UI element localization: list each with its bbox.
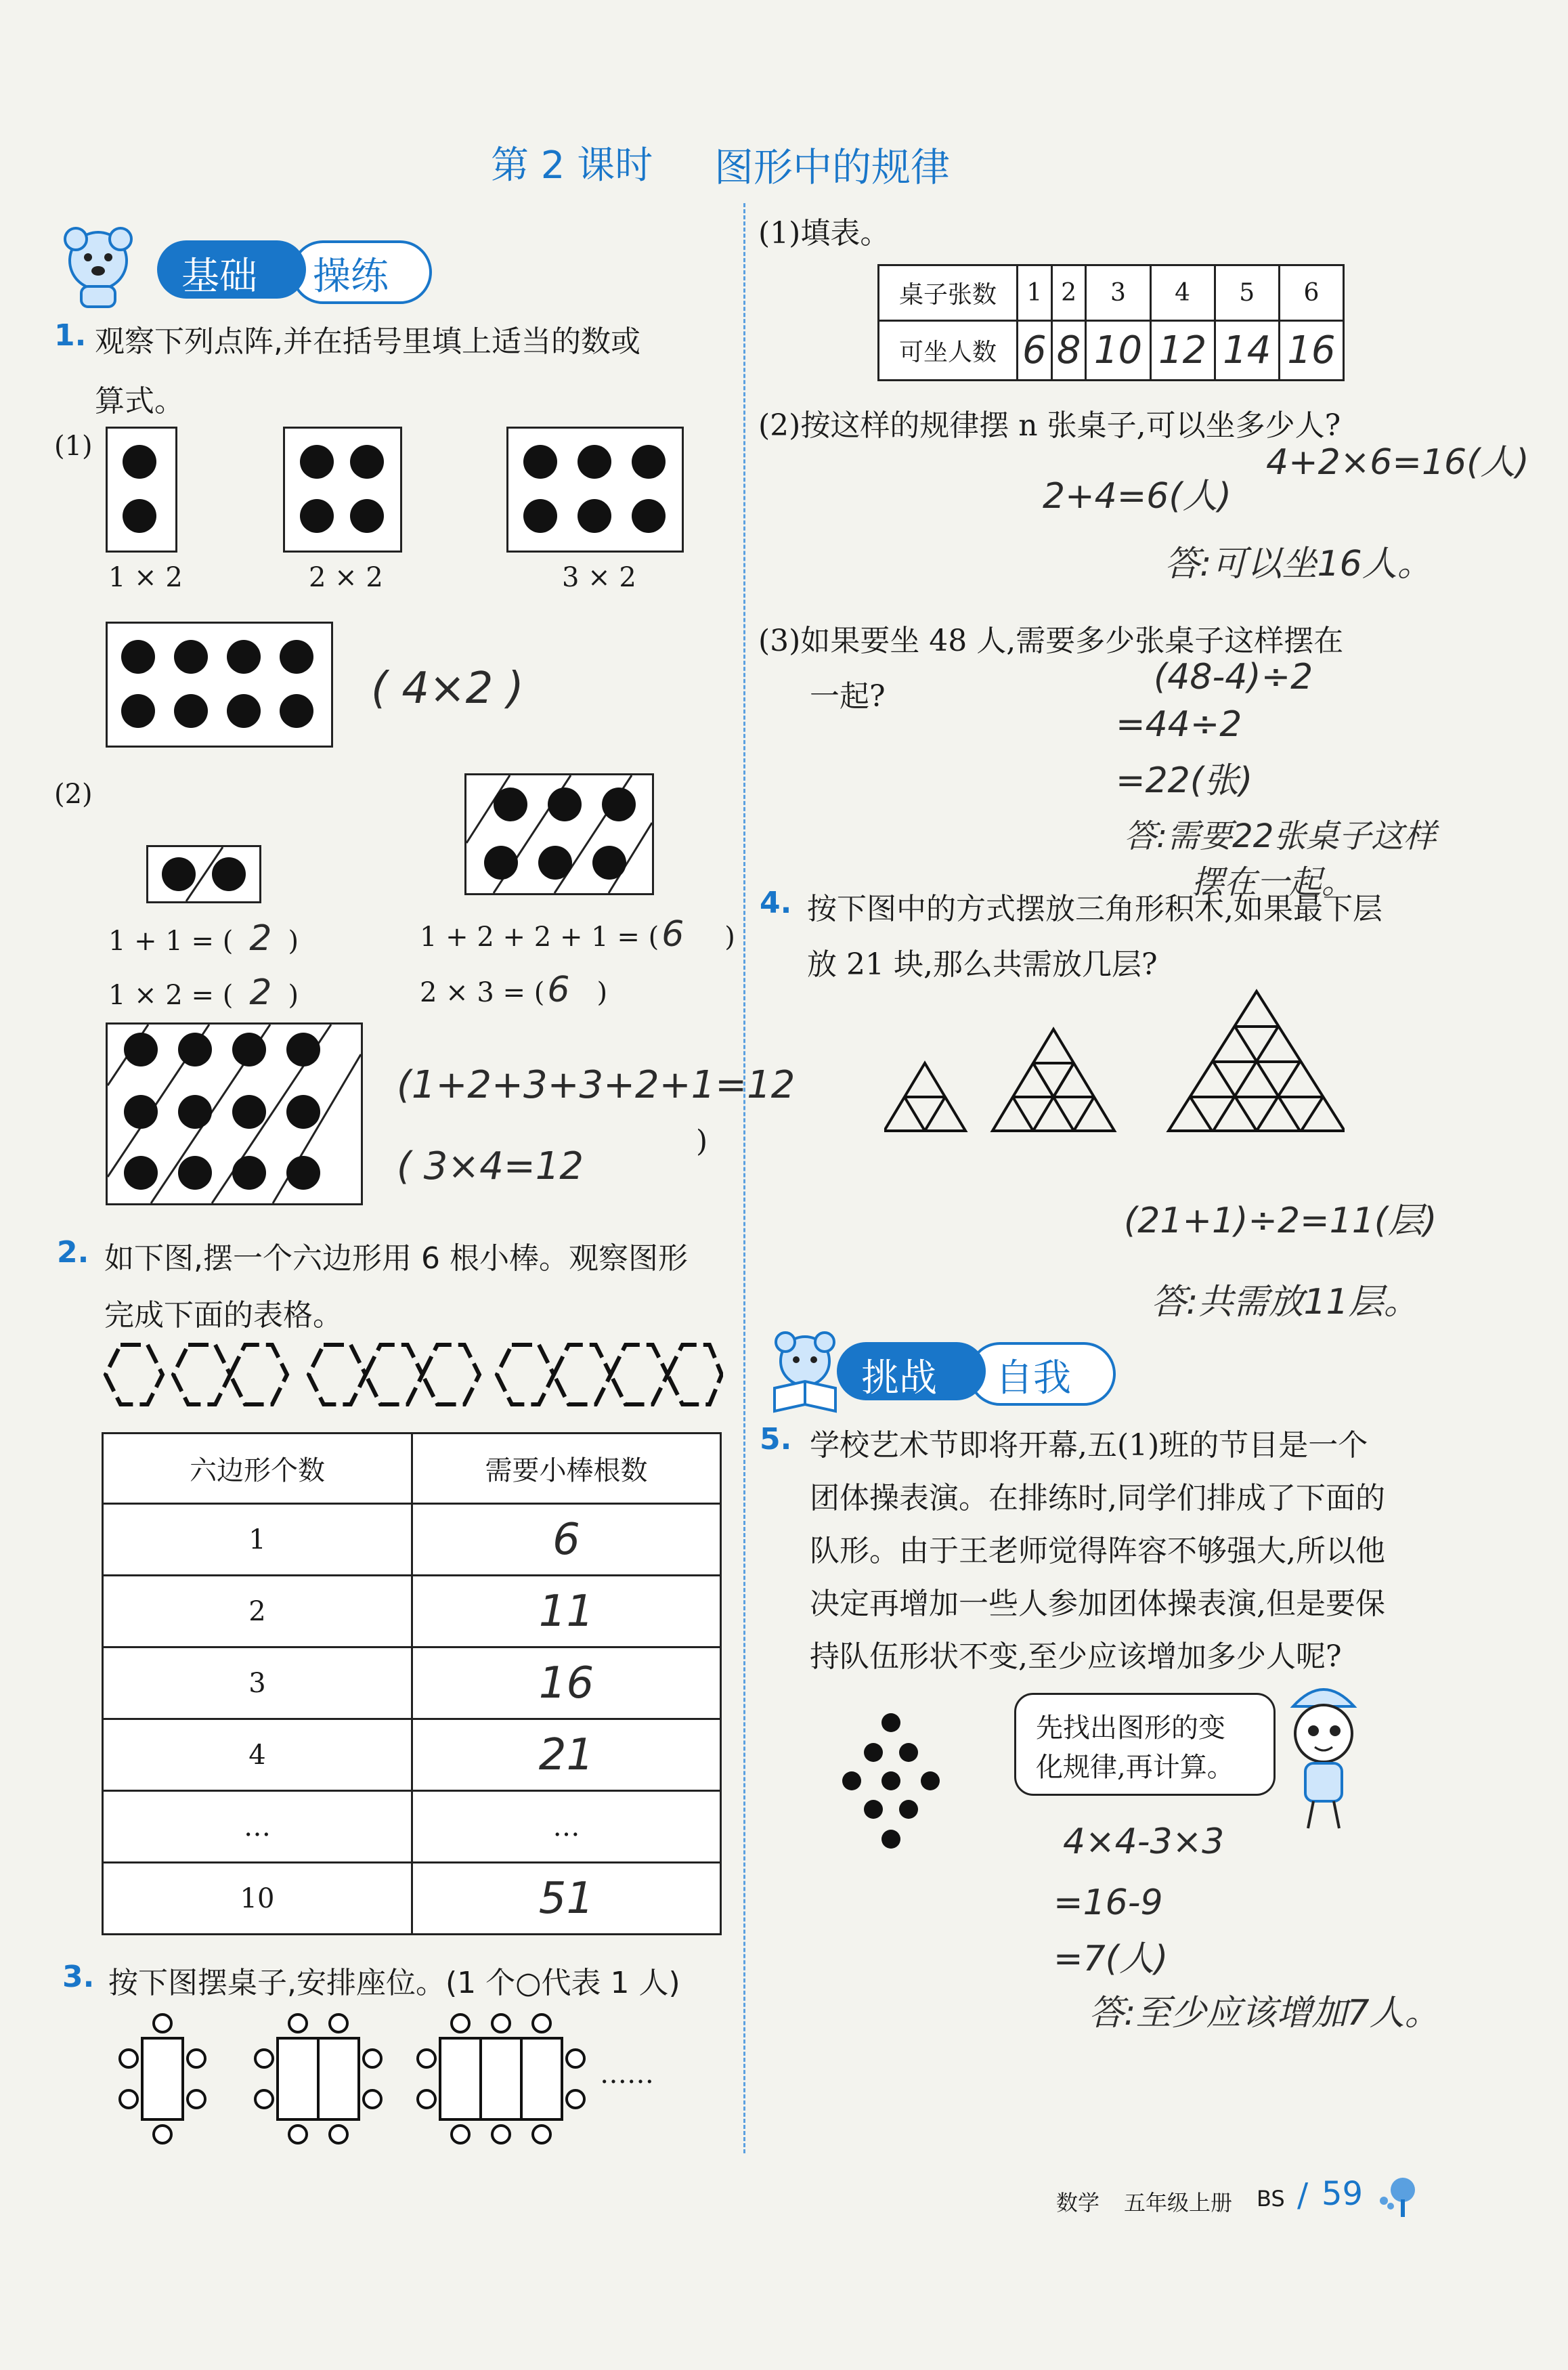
- q4-text-2: 放 21 块,那么共需放几层?: [807, 947, 1158, 982]
- section-challenge-label-left: 挑战: [861, 1356, 937, 1400]
- q1-text-1: 观察下列点阵,并在括号里填上适当的数或: [95, 324, 640, 359]
- q3-part2-hand-3: 答:可以坐16人。: [1164, 544, 1433, 584]
- q1-text-2: 算式。: [95, 384, 184, 418]
- table-cell: 4: [103, 1719, 412, 1791]
- q2-number: 2.: [57, 1235, 89, 1270]
- footer-grade: 五年级上册: [1124, 2190, 1233, 2216]
- table-cell: …: [103, 1791, 412, 1863]
- q5-line-1: 学校艺术节即将开幕,五(1)班的节目是一个: [810, 1428, 1368, 1463]
- q3-part3-hand-4: 答:需要22张桌子这样: [1124, 817, 1437, 855]
- table-cell: 21: [412, 1719, 721, 1791]
- dot-array-1x2: [106, 427, 177, 553]
- q5-hand-2: =16-9: [1053, 1882, 1163, 1923]
- hint-line-1: 先找出图形的变: [1036, 1712, 1225, 1744]
- dot-array-3x2: [506, 427, 684, 553]
- dot-array-4x2: [106, 622, 333, 748]
- q1-part2: (2): [54, 779, 93, 810]
- q5-number: 5.: [760, 1422, 792, 1457]
- q3-part2-hand-1: 4+2×6=16(人): [1266, 442, 1529, 483]
- section-basic-label-right: 操练: [313, 255, 389, 299]
- hex-col-header-2: 需要小棒根数: [412, 1434, 721, 1504]
- footer-slash: /: [1297, 2176, 1309, 2214]
- q4-hand-2: 答:共需放11层。: [1151, 1282, 1419, 1322]
- q5-line-5: 持队伍形状不变,至少应该增加多少人呢?: [810, 1639, 1342, 1674]
- table-cell: 16: [412, 1647, 721, 1719]
- table-cell: 6: [1279, 265, 1343, 321]
- q3-text: 按下图摆桌子,安排座位。(1 个○代表 1 人): [108, 1966, 680, 2000]
- hexagon-table: [102, 1432, 722, 1935]
- label-3x2: 3 × 2: [562, 562, 636, 593]
- hex-col-header-1: 六边形个数: [103, 1434, 412, 1504]
- dot-array-split-6: [464, 773, 654, 895]
- q4-number: 4.: [760, 886, 792, 920]
- table-cell: 12: [1150, 321, 1215, 381]
- q4-text-1: 按下图中的方式摆放三角形积木,如果最下层: [807, 892, 1382, 926]
- table-cell: 6: [1018, 321, 1052, 381]
- q5-hand-1: 4×4-3×3: [1063, 1822, 1225, 1862]
- section-challenge-label-right: 自我: [995, 1356, 1071, 1400]
- seating-row-label-people: 可坐人数: [879, 321, 1018, 381]
- diamond-formation-figure: [837, 1713, 945, 1849]
- table-cell: 14: [1215, 321, 1279, 381]
- footer-edition: BS: [1257, 2186, 1285, 2212]
- dot-array-split-12: [106, 1022, 363, 1205]
- dot-array-2x2: [283, 427, 402, 553]
- q3-number: 3.: [62, 1960, 95, 1994]
- q5-line-2: 团体操表演。在排练时,同学们排成了下面的: [810, 1481, 1385, 1515]
- eq4: 2 × 3 = (6 ): [420, 970, 608, 1010]
- tables-seating-figure: [115, 2004, 684, 2153]
- q5-hand-3: =7(人): [1053, 1939, 1169, 1979]
- table-cell: 1: [1018, 265, 1052, 321]
- q3-part3-hand-1: (48-4)÷2: [1154, 657, 1313, 697]
- table-cell: 4: [1150, 265, 1215, 321]
- label-2x2: 2 × 2: [309, 562, 383, 593]
- q3-part3-hand-2: =44÷2: [1116, 704, 1242, 745]
- table-cell: 3: [103, 1647, 412, 1719]
- hand-answer-big-2: ( 3×4=12: [397, 1144, 584, 1188]
- eq2: 1 × 2 = ( 2 ): [108, 972, 299, 1013]
- table-cell: 51: [412, 1863, 721, 1935]
- table-cell: 10: [103, 1863, 412, 1935]
- label-1x2: 1 × 2: [108, 562, 183, 593]
- q3-part2: (2)按这样的规律摆 n 张桌子,可以坐多少人?: [758, 408, 1341, 443]
- elf-character-icon: [1273, 1679, 1374, 1835]
- q3-part1: (1)填表。: [758, 216, 890, 251]
- seating-table: [877, 264, 1345, 381]
- seating-row-label-tables: 桌子张数: [879, 265, 1018, 321]
- q5-hand-4: 答:至少应该增加7人。: [1089, 1993, 1440, 2033]
- hint-line-2: 化规律,再计算。: [1036, 1752, 1234, 1783]
- q2-text-1: 如下图,摆一个六边形用 6 根小棒。观察图形: [104, 1241, 688, 1276]
- table-cell: 2: [103, 1576, 412, 1647]
- dot-array-split-2: [146, 845, 261, 903]
- table-cell: …: [412, 1791, 721, 1863]
- table-cell: 2: [1051, 265, 1086, 321]
- q3-part2-hand-2: 2+4=6(人): [1043, 476, 1232, 517]
- table-cell: 11: [412, 1576, 721, 1647]
- mascot-icon: [54, 220, 142, 308]
- lesson-label: 第 2 课时: [491, 144, 653, 188]
- table-cell: 10: [1086, 321, 1150, 381]
- q5-line-3: 队形。由于王老师觉得阵容不够强大,所以他: [810, 1534, 1385, 1568]
- tree-icon: [1374, 2174, 1422, 2221]
- seating-ellipsis: ……: [600, 2059, 654, 2090]
- triangle-blocks-figure: [884, 989, 1345, 1138]
- eq1: 1 + 1 = ( 2 ): [108, 918, 299, 959]
- hexagon-sticks-figure: [100, 1341, 723, 1408]
- q2-text-2: 完成下面的表格。: [104, 1298, 343, 1333]
- footer-subject: 数学: [1056, 2190, 1100, 2216]
- mascot-reading-icon: [761, 1327, 849, 1415]
- q1-part1: (1): [54, 431, 93, 462]
- q3-part3-1: (3)如果要坐 48 人,需要多少张桌子这样摆在: [758, 624, 1344, 658]
- answer-4x2: ( 4×2 ): [371, 664, 524, 714]
- table-cell: 5: [1215, 265, 1279, 321]
- q3-part3-hand-3: =22(张): [1116, 760, 1253, 801]
- bracket-close-big: ): [696, 1124, 708, 1159]
- table-cell: 3: [1086, 265, 1150, 321]
- page-title: 图形中的规律: [714, 144, 951, 190]
- q4-hand-1: (21+1)÷2=11(层): [1124, 1201, 1437, 1241]
- table-cell: 6: [412, 1504, 721, 1576]
- table-cell: 1: [103, 1504, 412, 1576]
- q1-number: 1.: [54, 318, 87, 353]
- section-basic-label-left: 基础: [181, 255, 257, 299]
- page-number: 59: [1322, 2175, 1364, 2213]
- column-divider: [743, 203, 745, 2153]
- table-cell: 8: [1051, 321, 1086, 381]
- q3-part3-hand-5: 摆在一起。: [1192, 863, 1355, 901]
- q3-part3-2: 一起?: [810, 679, 886, 714]
- q5-line-4: 决定再增加一些人参加团体操表演,但是要保: [810, 1587, 1385, 1621]
- eq3: 1 + 2 + 2 + 1 = (6 ): [420, 914, 735, 955]
- hand-answer-big-1: (1+2+3+3+2+1=12: [397, 1063, 796, 1107]
- table-cell: 16: [1279, 321, 1343, 381]
